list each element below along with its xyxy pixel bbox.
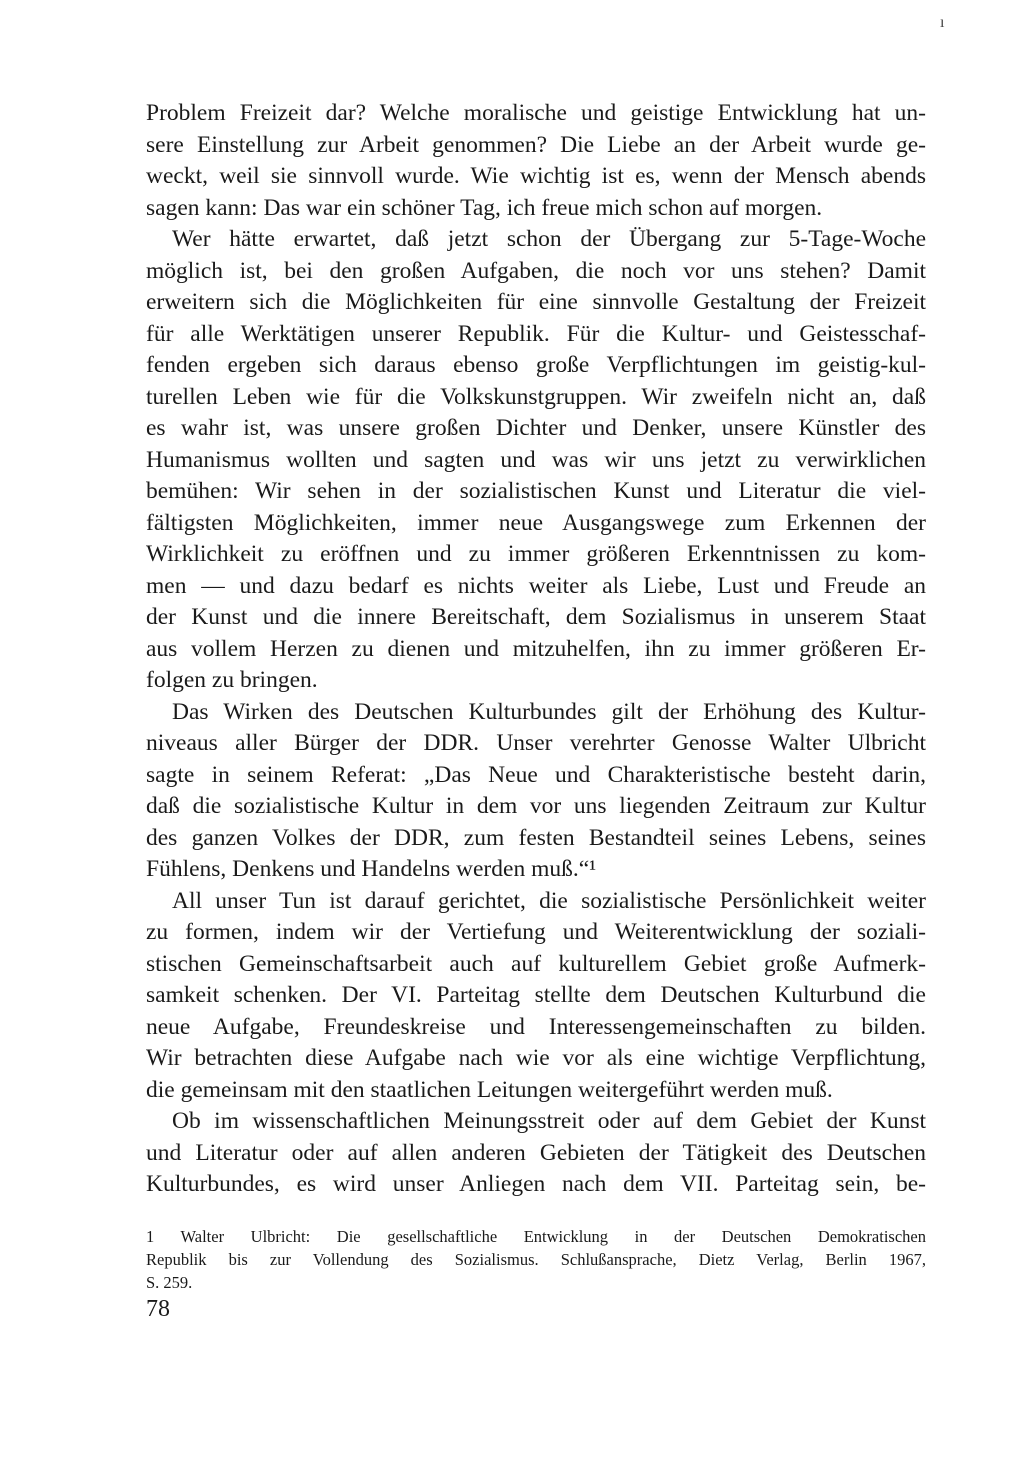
footnote-line: 1 Walter Ulbricht: Die gesellschaftliche Entwicklung in der Deutschen Demokratischen bbox=[146, 1227, 926, 1246]
body-line: Ob im wissenschaftlichen Meinungsstreit oder auf dem Gebiet der Kunst bbox=[172, 1108, 926, 1134]
body-line: Wer hätte erwartet, daß jetzt schon der Übergang zur 5-Tage-Woche bbox=[172, 226, 926, 252]
footnotes bbox=[146, 1225, 926, 1294]
body-line: es wahr ist, was unsere großen Dichter und Denker, unsere Künstler des bbox=[146, 415, 926, 441]
body-line: die gemeinsam mit den staatlichen Leitungen weitergeführt werden muß. bbox=[146, 1076, 833, 1103]
body-line: Wir betrachten diese Aufgabe nach wie vor als eine wichtige Verpflichtung, bbox=[146, 1045, 926, 1071]
body-line: fenden ergeben sich daraus ebenso große Verpflichtungen im geistig-kul- bbox=[146, 352, 926, 378]
body-text bbox=[146, 98, 926, 1201]
body-line: Wirklichkeit zu eröffnen und zu immer größeren Erkenntnissen zu kom- bbox=[146, 541, 926, 567]
footnote-line: S. 259. bbox=[146, 1273, 193, 1292]
body-line: für alle Werktätigen unserer Republik. Für die Kultur- und Geistesschaf- bbox=[146, 320, 926, 347]
body-line: Fühlens, Denkens und Handelns werden muß.“¹ bbox=[146, 856, 597, 882]
footnote-line: Republik bis zur Vollendung des Sozialismus. Schlußansprache, Dietz Verlag, Berlin 1967, bbox=[146, 1250, 926, 1269]
body-line: Das Wirken des Deutschen Kulturbundes gilt der Erhöhung des Kultur- bbox=[172, 698, 926, 725]
body-line: sagte in seinem Referat: „Das Neue und Charakteristische besteht darin, bbox=[146, 761, 926, 788]
body-line: daß die sozialistische Kultur in dem vor uns liegenden Zeitraum zur Kultur bbox=[146, 793, 926, 819]
body-line: Kulturbundes, es wird unser Anliegen nach dem VII. Parteitag sein, be- bbox=[146, 1171, 926, 1197]
corner-mark: ı bbox=[940, 14, 945, 31]
body-line: sagen kann: Das war ein schöner Tag, ich freue mich schon auf morgen. bbox=[146, 194, 823, 221]
body-line: erweitern sich die Möglichkeiten für eine sinnvolle Gestaltung der Freizeit bbox=[146, 289, 926, 315]
body-line: der Kunst und die innere Bereitschaft, dem Sozialismus in unserem Staat bbox=[146, 604, 926, 630]
body-line: und Literatur oder auf allen anderen Gebieten der Tätigkeit des Deutschen bbox=[146, 1139, 926, 1166]
body-line: weckt, weil sie sinnvoll wurde. Wie wichtig ist es, wenn der Mensch abends bbox=[146, 163, 926, 189]
body-line: Humanismus wollten und sagten und was wir uns jetzt zu verwirklichen bbox=[146, 446, 926, 473]
body-line: folgen zu bringen. bbox=[146, 667, 318, 693]
page-number: 78 bbox=[146, 1296, 170, 1322]
body-line: aus vollem Herzen zu dienen und mitzuhelfen, ihn zu immer größeren Er- bbox=[146, 635, 926, 662]
body-line: turellen Leben wie für die Volkskunstgruppen. Wir zweifeln nicht an, daß bbox=[146, 383, 926, 410]
body-line: men — und dazu bedarf es nichts weiter als Liebe, Lust und Freude an bbox=[146, 572, 926, 599]
body-line: samkeit schenken. Der VI. Parteitag stellte dem Deutschen Kulturbund die bbox=[146, 982, 926, 1008]
body-line: bemühen: Wir sehen in der sozialistischen Kunst und Literatur die viel- bbox=[146, 478, 926, 504]
body-line: möglich ist, bei den großen Aufgaben, die noch vor uns stehen? Damit bbox=[146, 257, 926, 284]
body-line: neue Aufgabe, Freundeskreise und Interessengemeinschaften zu bilden. bbox=[146, 1013, 926, 1040]
body-line: zu formen, indem wir der Vertiefung und Weiterentwicklung der soziali- bbox=[146, 919, 926, 945]
body-line: niveaus aller Bürger der DDR. Unser verehrter Genosse Walter Ulbricht bbox=[146, 730, 926, 756]
body-line: sere Einstellung zur Arbeit genommen? Die Liebe an der Arbeit wurde ge- bbox=[146, 131, 926, 158]
body-line: des ganzen Volkes der DDR, zum festen Bestandteil seines Lebens, seines bbox=[146, 824, 926, 851]
body-line: fältigsten Möglichkeiten, immer neue Ausgangswege zum Erkennen der bbox=[146, 509, 926, 536]
body-line: Problem Freizeit dar? Welche moralische und geistige Entwicklung hat un- bbox=[146, 100, 926, 126]
body-line: stischen Gemeinschaftsarbeit auch auf kulturellem Gebiet große Aufmerk- bbox=[146, 950, 926, 977]
body-line: All unser Tun ist darauf gerichtet, die sozialistische Persönlichkeit weiter bbox=[172, 887, 926, 914]
